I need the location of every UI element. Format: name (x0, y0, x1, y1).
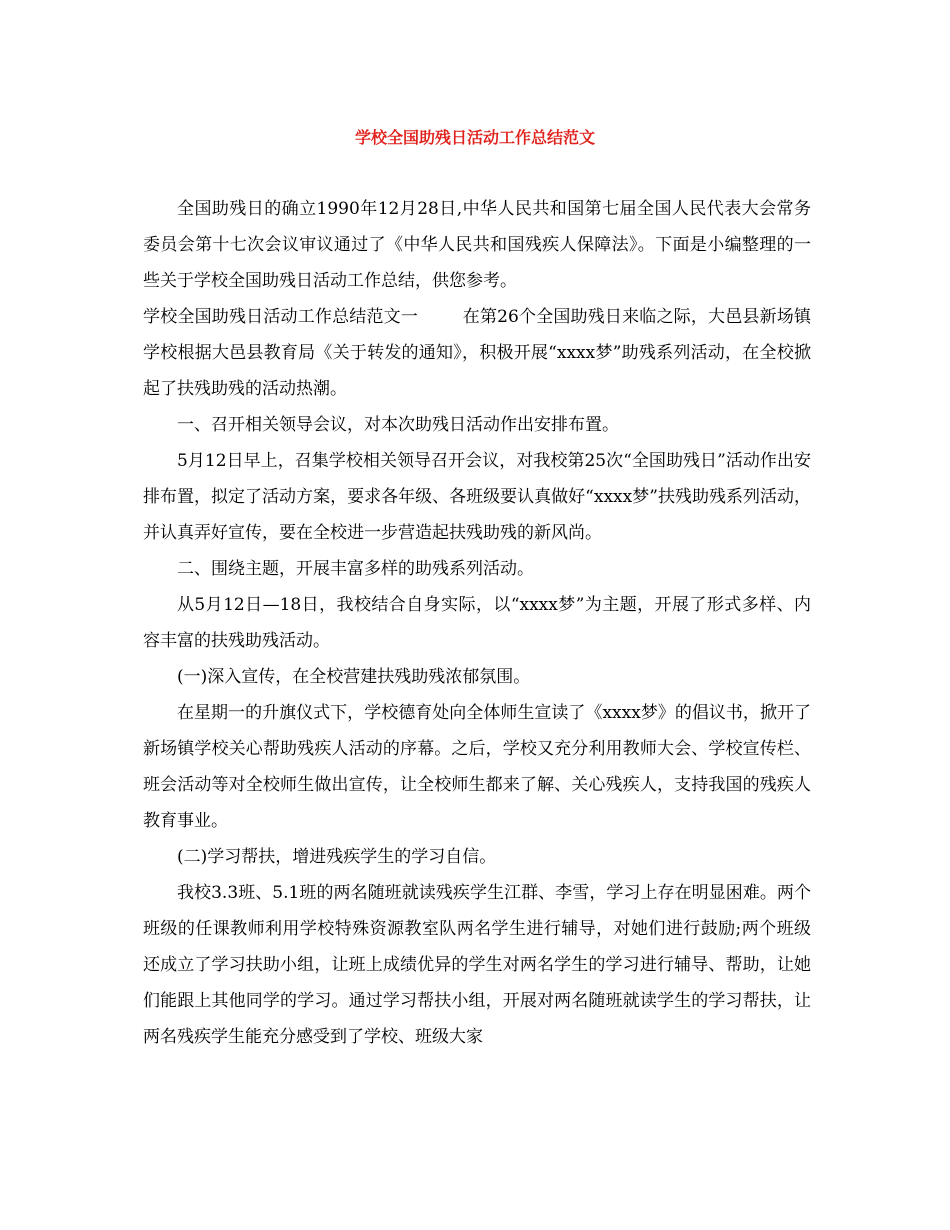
paragraph-subheading-2: (二)学习帮扶，增进残疾学生的学习自信。 (177, 847, 497, 867)
document-title: 学校全国助残日活动工作总结范文 (354, 128, 595, 147)
paragraph-activities: 从5月12日—18日，我校结合自身实际，以“xxxx梦”为主题，开展了形式多样、内容丰富的扶残助残活动。 (143, 595, 811, 651)
paragraph-intro: 全国助残日的确立1990年12月28日,中华人民共和国第七届全国人民代表大会常务委员会第十七次会议审议通过了《中华人民共和国残疾人保障法》。下面是小编整理的一些关于学校全国助残日活动工作总结，供您参考。 (143, 199, 811, 291)
paragraph-subheading-1: (一)深入宣传，在全校营建扶残助残浓郁氛围。 (177, 667, 531, 687)
paragraph-heading-2: 二、围绕主题，开展丰富多样的助残系列活动。 (177, 559, 534, 579)
paragraph-study-help: 我校3.3班、5.1班的两名随班就读残疾学生江群、李雪，学习上存在明显困难。两个班级的任课教师利用学校特殊资源教室队两名学生进行辅导，对她们进行鼓励;两个班级还成立了学习扶助小组，让班上成绩优异的学生对两名学生的学习进行辅导、帮助，让她们能跟上其他同学的学习。通过学习帮扶小组，开展对两名随班就读学生的学习帮扶，让两名残疾学生能充分感受到了学校、班级大家 (143, 883, 811, 1047)
paragraph-heading-1: 一、召开相关领导会议，对本次助残日活动作出安排布置。 (177, 415, 619, 435)
paragraph-section-one (143, 299, 811, 407)
document-body (143, 191, 811, 1055)
paragraph-meeting: 5月12日早上，召集学校相关领导召开会议，对我校第25次“全国助残日”活动作出安排布置，拟定了活动方案，要求各年级、各班级要认真做好“xxxx梦”扶残助残系列活动，并认真弄好宣传，要在全校进一步营造起扶残助残的新风尚。 (143, 451, 811, 543)
paragraph-publicity: 在星期一的升旗仪式下，学校德育处向全体师生宣读了《xxxx梦》的倡议书，掀开了新场镇学校关心帮助残疾人活动的序幕。之后，学校又充分利用教师大会、学校宣传栏、班会活动等对全校师生做出宣传，让全校师生都来了解、关心残疾人，支持我国的残疾人教育事业。 (143, 703, 811, 831)
paragraph-section-one-text: 学校全国助残日活动工作总结范文一 在第26个全国助残日来临之际，大邑县新场镇学校根据大邑县教育局《关于转发的通知》，积极开展“xxxx梦”助残系列活动，在全校掀起了扶残助残的活动热潮。 (143, 307, 811, 399)
